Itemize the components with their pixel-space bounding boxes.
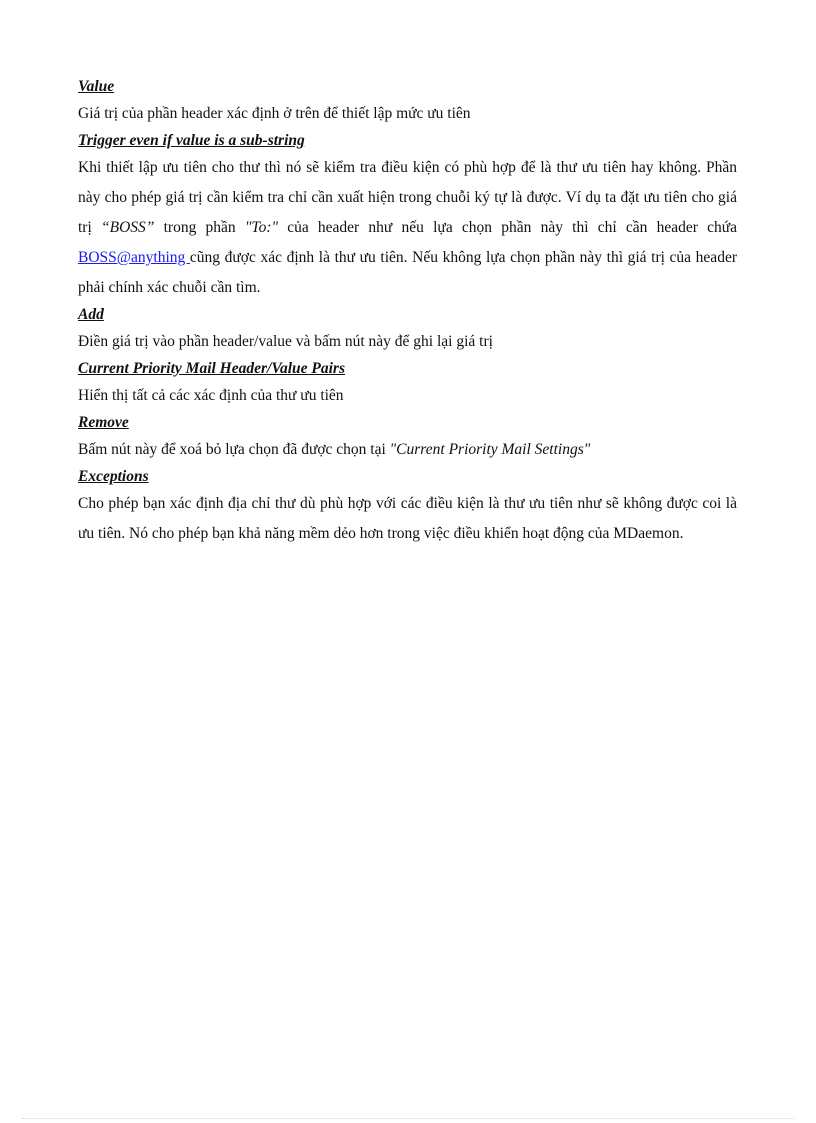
section-heading-add: Add <box>78 306 104 323</box>
boss-email-link[interactable]: BOSS@anything <box>78 249 190 266</box>
section-text-exceptions: Cho phép bạn xác định địa chỉ thư dù phù hợp với các điều kiện là thư ưu tiên như sẽ không được coi là ưu tiên. Nó cho phép bạn khả năng mềm dẻo hơn trong việc điều khiển hoạt động của MDaemon. <box>78 495 737 542</box>
section-text-trigger <box>78 153 737 303</box>
section-heading-exceptions: Exceptions <box>78 468 149 485</box>
section-heading-trigger: Trigger even if value is a sub-string <box>78 132 305 149</box>
section-text-remove <box>78 435 737 465</box>
to-field-quote: "To:" <box>244 219 278 236</box>
page-bottom-rule <box>22 1118 794 1119</box>
remove-text-part-1: Bấm nút này để xoá bỏ lựa chọn đã được chọn tại <box>78 441 390 458</box>
section-text-add: Điền giá trị vào phần header/value và bấm nút này để ghi lại giá trị <box>78 333 493 350</box>
trigger-text-part-3: của header như nếu lựa chọn phần này thì chỉ cần header chứa <box>278 219 737 236</box>
section-heading-current-pairs: Current Priority Mail Header/Value Pairs <box>78 360 345 377</box>
trigger-text-part-1: Khi thiết lập ưu tiên cho thư thì nó sẽ kiểm tra điều kiện có phù hợp để là thư ưu tiên hay không. Phần này cho phép giá trị cần kiểm tra chỉ cần xuất hiện trong chuỗi ký tự là được. Ví dụ ta đặt ưu tiên cho giá trị <box>78 159 737 236</box>
section-heading-value: Value <box>78 78 115 95</box>
section-text-current-pairs: Hiển thị tất cả các xác định của thư ưu tiên <box>78 387 344 404</box>
boss-quote: “BOSS” <box>100 219 155 236</box>
trigger-text-part-4: cũng được xác định là thư ưu tiên. Nếu không lựa chọn phần này thì giá trị của header phải chính xác chuỗi cần tìm. <box>78 249 737 296</box>
current-settings-quote: "Current Priority Mail Settings" <box>389 441 591 458</box>
trigger-text-part-2: trong phần <box>154 219 245 236</box>
section-heading-remove: Remove <box>78 414 129 431</box>
document-page <box>78 75 737 549</box>
section-text-value: Giá trị của phần header xác định ở trên để thiết lập mức ưu tiên <box>78 105 471 122</box>
